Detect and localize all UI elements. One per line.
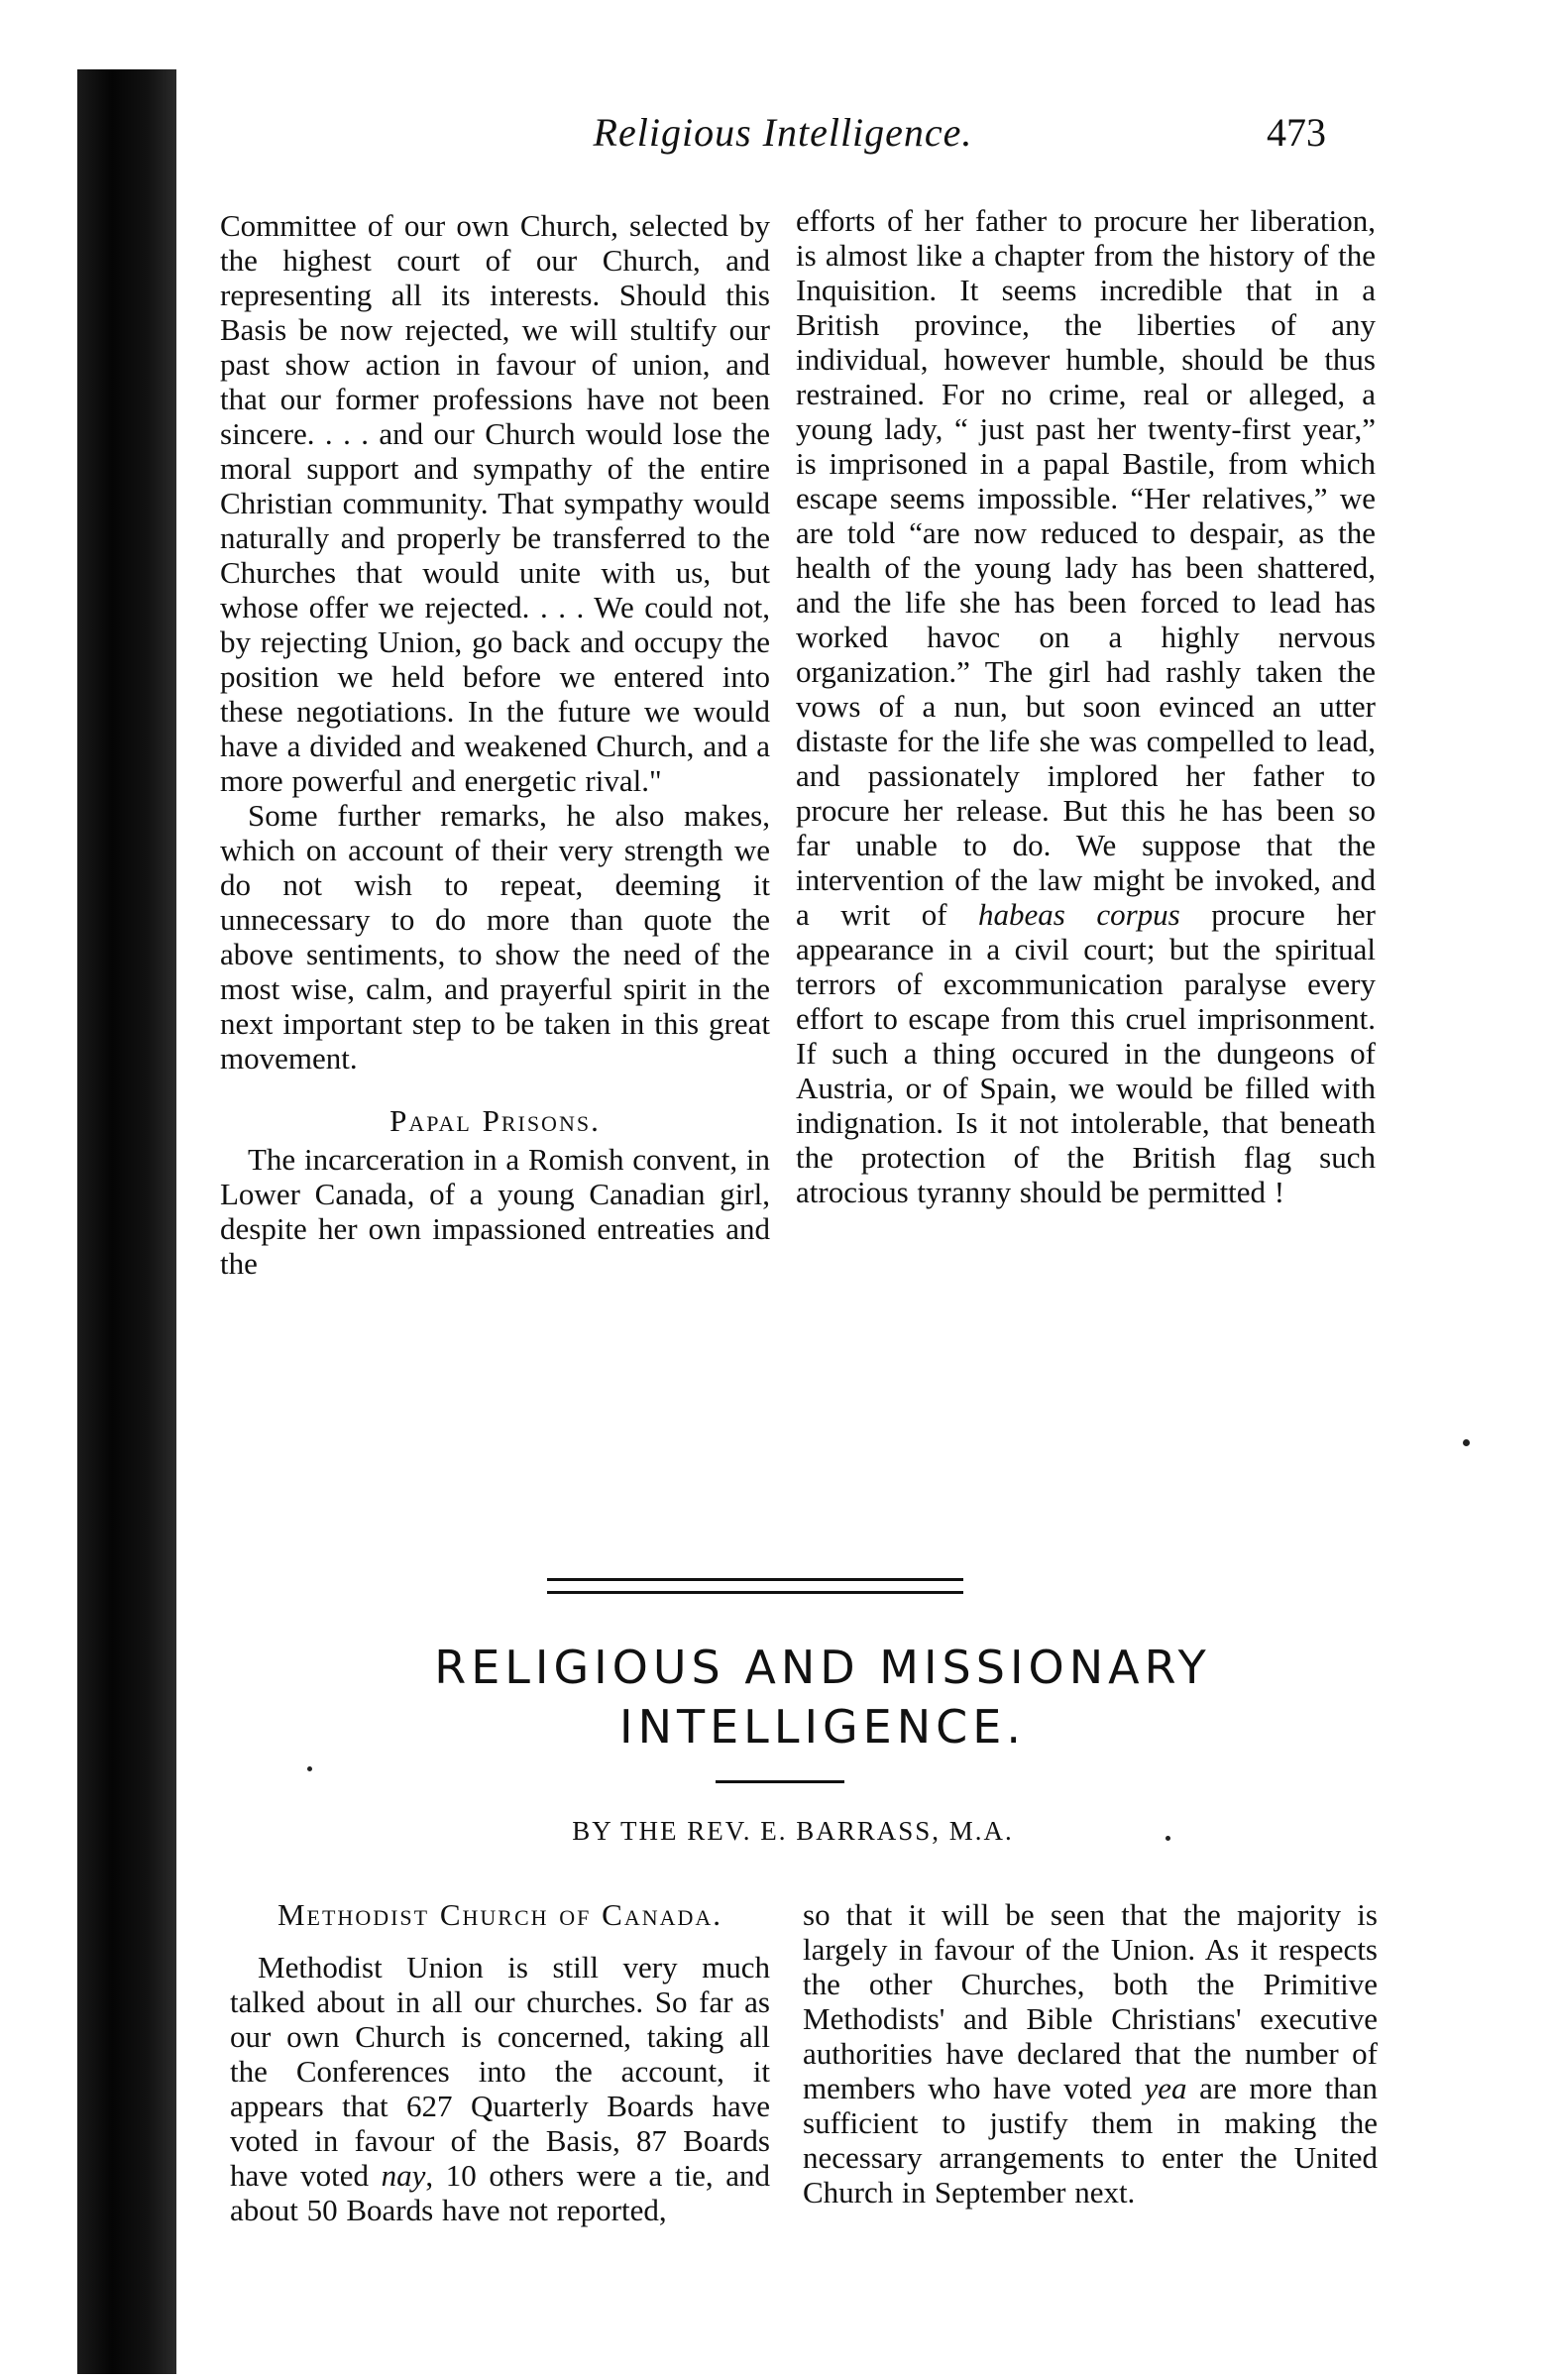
article-title [248, 1638, 1397, 1757]
paragraph-majority [803, 1897, 1378, 2210]
paragraph-incarceration: The incarceration in a Romish convent, in Lower Canada, of a young Canadian girl, despite her own impassioned entreaties and the [220, 1142, 770, 1281]
short-rule-divider [716, 1780, 844, 1783]
section-heading-papal-prisons: Papal Prisons. [389, 1103, 601, 1138]
section-heading-methodist-church: Methodist Church of Canada. [277, 1897, 723, 1932]
paragraph-further-remarks: Some further remarks, he also makes, which on account of their very strength we do not wish to repeat, deeming it unnecessary to do more than quote the above sentiments, to show the need of the most wise, calm, and prayerful spirit in the next important step to be taken in this great movement. [220, 798, 770, 1076]
running-head: Religious Intelligence. [593, 110, 973, 155]
text-run: procure her appearance in a civil court; but the spiritual terrors of excommunication paralyse every effort to escape from this cruel imprisonment. If such a thing occured in the dungeons of Austria, or of Spain, we would be filled with indignation. Is it not intolerable, that beneath the protection of the British flag such atrocious tyranny should be permitted ! [796, 897, 1376, 1209]
page-number: 473 [1267, 110, 1326, 155]
bottom-right-column [803, 1897, 1378, 2210]
text-run: , 10 others were a tie, and about 50 Boards have not reported, [230, 2158, 770, 2227]
top-right-column [796, 203, 1376, 1209]
text-run: efforts of her father to procure her liberation, is almost like a chapter from the history of the Inquisition. It seems incredible that in a British province, the liberties of any individual, however humble, should be thus restrained. For no crime, real or alleged, a young lady, “ just past her twenty-first year,” is imprisoned in a papal Bastile, from which escape seems impossible. “Her relatives,” we are told “are now reduced to despair, as the health of the young lady has been shattered, and the life she has been forced to lead has worked havoc on a highly nervous organization.” The girl had rashly taken the vows of a nun, but soon evinced an utter distaste for the life she was compelled to lead, and passionately implored her father to procure her release. But this he has been so far unable to do. We suppose that the intervention of the law might be invoked, and a writ of [796, 203, 1376, 932]
bottom-left-column [230, 1897, 770, 2227]
stray-mark [1166, 1836, 1170, 1841]
text-run: Methodist Union is still very much talked about in all our churches. So far as our own Church is concerned, taking all the Conferences into the account, it appears that 627 Quarterly Boards have voted in favour of the Basis, 87 Boards have voted [230, 1950, 770, 2193]
paragraph-efforts-of-father [796, 203, 1376, 1209]
text-run: so that it will be seen that the majority is largely in favour of the Union. As it respects the other Churches, both the Primitive Methodists' and Bible Christians' executive authorities have declared that the number of members who have voted [803, 1897, 1378, 2105]
page-margin [0, 0, 77, 2380]
article-title-line-2: INTELLIGENCE. [619, 1700, 1026, 1754]
italic-term: nay [381, 2158, 426, 2193]
text-run: are more than sufficient to justify them in making the necessary arrangements to enter the United Church in September next. [803, 2071, 1379, 2210]
byline: BY THE REV. E. BARRASS, M.A. [572, 1816, 1014, 1846]
italic-term: habeas corpus [978, 897, 1180, 932]
double-rule-divider [547, 1578, 963, 1594]
paragraph-methodist-union [230, 1950, 770, 2227]
italic-term: yea [1144, 2071, 1187, 2105]
stray-mark [1463, 1439, 1470, 1446]
top-left-column [220, 208, 770, 1281]
paragraph-committee: Committee of our own Church, selected by the highest court of our Church, and representing all its interests. Should this Basis be now rejected, we will stultify our past show action in favour of union, and that our former professions have not been sincere. . . . and our Church would lose the moral support and sympathy of the entire Christian community. That sympathy would naturally and properly be transferred to the Churches that would unite with us, but whose offer we rejected. . . . We could not, by rejecting Union, go back and occupy the position we held before we entered into these negotiations. In the future we would have a divided and weakened Church, and a more powerful and energetic rival." [220, 208, 770, 798]
binding-gutter-shadow [77, 69, 176, 2374]
stray-mark [307, 1766, 312, 1771]
article-title-line-1: RELIGIOUS AND MISSIONARY [434, 1641, 1211, 1694]
